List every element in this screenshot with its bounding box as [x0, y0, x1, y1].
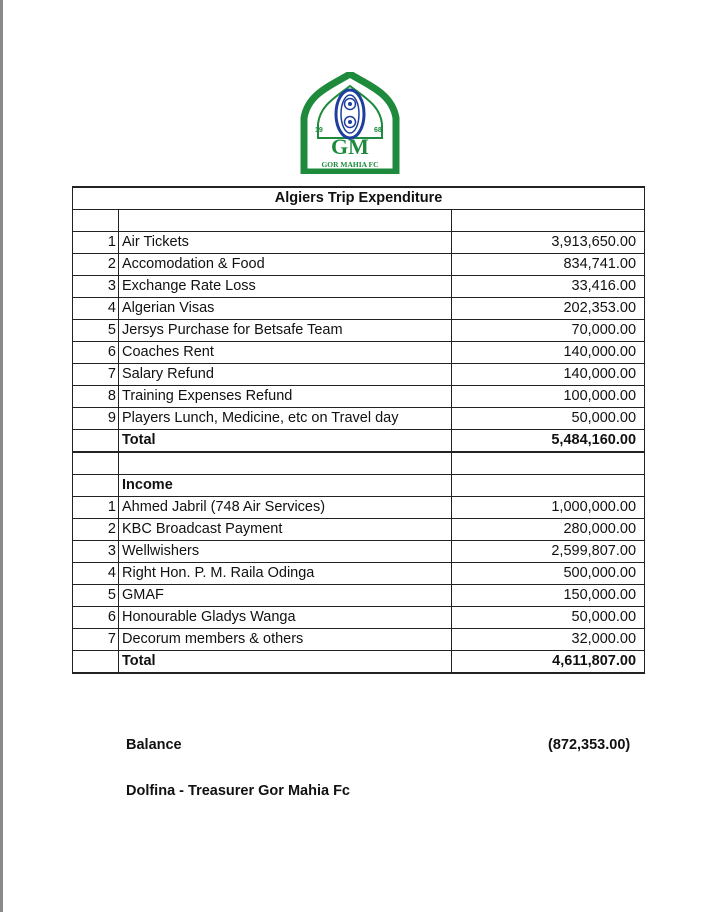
table-row [73, 519, 645, 541]
row-item: Jersys Purchase for Betsafe Team [119, 320, 452, 342]
row-number [73, 475, 119, 497]
row-item: Coaches Rent [119, 342, 452, 364]
table-row [73, 342, 645, 364]
table-title: Algiers Trip Expenditure [73, 187, 645, 210]
table-row [73, 232, 645, 254]
club-logo [300, 72, 400, 174]
table-row [73, 254, 645, 276]
row-number: 3 [73, 276, 119, 298]
row-item: KBC Broadcast Payment [119, 519, 452, 541]
logo-club-name: GOR MAHIA FC [321, 160, 379, 169]
row-item: Right Hon. P. M. Raila Odinga [119, 563, 452, 585]
table-row [73, 629, 645, 651]
income-heading-row [73, 475, 645, 497]
table-row [73, 320, 645, 342]
treasurer-signature: Dolfina - Treasurer Gor Mahia Fc [126, 783, 350, 799]
row-amount: 32,000.00 [452, 629, 645, 651]
row-number: 6 [73, 342, 119, 364]
blank-cell [73, 452, 119, 475]
football-patch [348, 102, 352, 106]
row-item: Training Expenses Refund [119, 386, 452, 408]
row-number: 1 [73, 232, 119, 254]
row-item: Ahmed Jabril (748 Air Services) [119, 497, 452, 519]
row-number: 5 [73, 320, 119, 342]
crest-oval [336, 90, 364, 138]
blank-cell [452, 452, 645, 475]
row-item: GMAF [119, 585, 452, 607]
row-amount: 834,741.00 [452, 254, 645, 276]
row-number [73, 651, 119, 674]
row-item: Exchange Rate Loss [119, 276, 452, 298]
row-amount: 280,000.00 [452, 519, 645, 541]
football-patch [348, 120, 352, 124]
expenditure-total-row [73, 430, 645, 453]
row-item: Accomodation & Food [119, 254, 452, 276]
logo-year-left: 19 [315, 127, 323, 134]
blank-row [73, 210, 645, 232]
logo-year-right: 68 [374, 127, 382, 134]
row-number [73, 430, 119, 453]
row-item: Wellwishers [119, 541, 452, 563]
row-number: 4 [73, 298, 119, 320]
table-row [73, 408, 645, 430]
gor-mahia-crest [300, 72, 400, 174]
row-item: Decorum members & others [119, 629, 452, 651]
row-number: 3 [73, 541, 119, 563]
row-item: Salary Refund [119, 364, 452, 386]
table-row [73, 276, 645, 298]
blank-cell [119, 452, 452, 475]
row-amount: 70,000.00 [452, 320, 645, 342]
row-amount: 50,000.00 [452, 408, 645, 430]
table-row [73, 541, 645, 563]
row-number: 6 [73, 607, 119, 629]
table-row [73, 364, 645, 386]
row-amount: 140,000.00 [452, 342, 645, 364]
logo-initials: GM [331, 134, 369, 159]
row-amount: 33,416.00 [452, 276, 645, 298]
row-number: 7 [73, 364, 119, 386]
row-amount: 150,000.00 [452, 585, 645, 607]
table-row [73, 563, 645, 585]
row-number: 9 [73, 408, 119, 430]
income-total-amount: 4,611,807.00 [452, 651, 645, 674]
table-row [73, 497, 645, 519]
page-edge [0, 0, 3, 912]
balance-amount: (872,353.00) [548, 737, 631, 753]
row-amount: 50,000.00 [452, 607, 645, 629]
table-row [73, 298, 645, 320]
row-number: 2 [73, 254, 119, 276]
row-amount: 2,599,807.00 [452, 541, 645, 563]
income-heading: Income [119, 475, 452, 497]
table-title-row [73, 187, 645, 210]
table-row [73, 585, 645, 607]
row-item: Players Lunch, Medicine, etc on Travel day [119, 408, 452, 430]
expenditure-table [72, 186, 645, 674]
row-number: 5 [73, 585, 119, 607]
row-item: Air Tickets [119, 232, 452, 254]
row-amount: 202,353.00 [452, 298, 645, 320]
row-item: Honourable Gladys Wanga [119, 607, 452, 629]
income-total-label: Total [119, 651, 452, 674]
row-item: Algerian Visas [119, 298, 452, 320]
balance-label: Balance [126, 737, 182, 753]
row-amount: 3,913,650.00 [452, 232, 645, 254]
row-amount: 500,000.00 [452, 563, 645, 585]
row-amount: 1,000,000.00 [452, 497, 645, 519]
row-number: 7 [73, 629, 119, 651]
blank-row [73, 452, 645, 475]
income-total-row [73, 651, 645, 674]
expenditure-total-amount: 5,484,160.00 [452, 430, 645, 453]
row-amount [452, 475, 645, 497]
expenditure-total-label: Total [119, 430, 452, 453]
row-number: 1 [73, 497, 119, 519]
row-amount: 100,000.00 [452, 386, 645, 408]
table-row [73, 386, 645, 408]
table-row [73, 607, 645, 629]
row-number: 8 [73, 386, 119, 408]
row-amount: 140,000.00 [452, 364, 645, 386]
row-number: 2 [73, 519, 119, 541]
row-number: 4 [73, 563, 119, 585]
